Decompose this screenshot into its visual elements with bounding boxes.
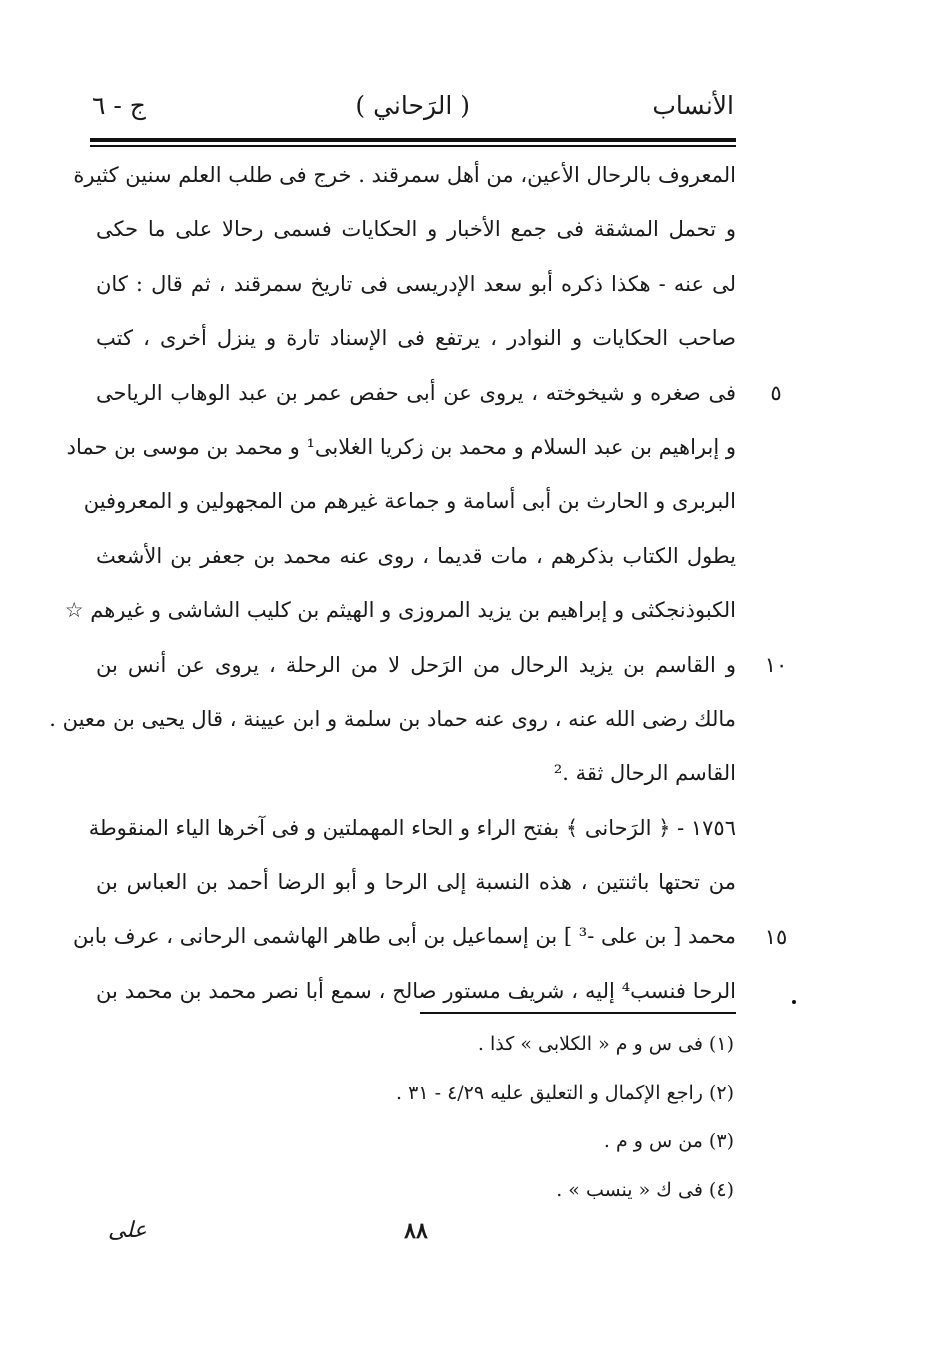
body-line: و إبراهيم بن عبد السلام و محمد بن زكريا الغلابى¹ و محمد بن موسى بن حماد xyxy=(66,434,736,459)
header-rule-thin xyxy=(90,145,736,147)
margin-dot-mark xyxy=(792,1000,796,1004)
page-number: ٨٨ xyxy=(404,1218,428,1244)
handwritten-signature: على xyxy=(108,1218,147,1243)
body-line: لى عنه - هكذا ذكره أبو سعد الإدريسى فى تاريخ سمرقند ، ثم قال : كان xyxy=(96,271,736,296)
footnote-item: (٤) فى ك « ينسب » . xyxy=(556,1178,734,1201)
header-rule-thick xyxy=(90,138,736,142)
body-line: الكبوذنجكثى و إبراهيم بن يزيد المروزى و الهيثم بن كليب الشاشى و غيرهم ☆ xyxy=(64,598,736,623)
footnote-item: (١) فى س و م « الكلابى » كذا . xyxy=(477,1033,734,1055)
body-line: يطول الكتاب بذكرهم ، مات قديما ، روى عنه محمد بن جعفر بن الأشعث xyxy=(96,543,736,568)
body-line: البربرى و الحارث بن أبى أسامة و جماعة غيرهم من المجهولين و المعروفين xyxy=(83,489,736,514)
footnote-item: (٢) راجع الإكمال و التعليق عليه ٤/٢٩ - ٣١ . xyxy=(396,1081,734,1104)
body-line: صاحب الحكايات و النوادر ، يرتفع فى الإسناد تارة و ينزل أخرى ، كتب xyxy=(96,326,736,351)
body-line: مالك رضى الله عنه ، روى عنه حماد بن سلمة و ابن عيينة ، قال يحيى بن معين . xyxy=(49,706,736,731)
running-header-entry-title: ( الرَحاني ) xyxy=(355,91,470,120)
body-line: محمد [ بن على -³ ] بن إسماعيل بن أبى طاهر الهاشمى الرحانى ، عرف بابن xyxy=(72,924,736,949)
footnote-item: (٣) من س و م . xyxy=(603,1130,734,1153)
body-line: الرحا فنسب⁴ إليه ، شريف مستور صالح ، سمع أبا نصر محمد بن محمد بن xyxy=(96,978,736,1003)
body-line: و تحمل المشقة فى جمع الأخبار و الحكايات فسمى رحالا على ما حكى xyxy=(96,217,736,242)
body-text xyxy=(49,148,736,1018)
running-header-book-title: الأنساب xyxy=(652,91,734,120)
margin-line-number-5: ٥ xyxy=(770,380,782,405)
entry-heading-line: ١٧٥٦ - ﴿ الرَحانى ﴾ بفتح الراء و الحاء المهملتين و فى آخرها الياء المنقوطة xyxy=(88,815,736,840)
body-line: المعروف بالرحال الأعين، من أهل سمرقند . خرج فى طلب العلم سنين كثيرة xyxy=(73,163,736,187)
footnotes xyxy=(94,1020,734,1214)
margin-line-number-15: ١٥ xyxy=(764,924,788,949)
margin-line-number-10: ١٠ xyxy=(764,652,788,677)
body-line: من تحتها باثنتين ، هذه النسبة إلى الرحا و أبو الرضا أحمد بن العباس بن xyxy=(96,870,736,895)
body-line: و القاسم بن يزيد الرحال من الرَحل لا من الرحلة ، يروى عن أنس بن xyxy=(96,652,736,677)
body-line: القاسم الرحال ثقة .² xyxy=(553,761,736,786)
running-header-volume: ج - ٦ xyxy=(92,91,146,120)
footnote-separator xyxy=(420,1012,736,1014)
body-line: فى صغره و شيخوخته ، يروى عن أبى حفص عمر بن عبد الوهاب الرياحى xyxy=(96,380,736,405)
